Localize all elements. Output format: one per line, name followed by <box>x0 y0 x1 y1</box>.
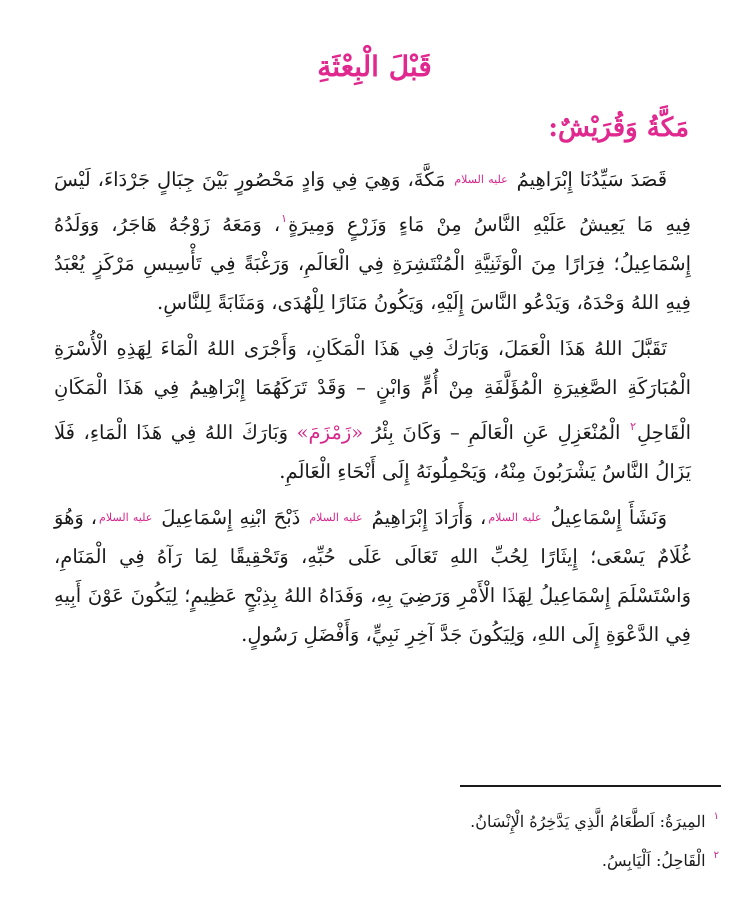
footnote-2 <box>319 839 719 878</box>
paragraph-text: ذَبْحَ ابْنِهِ إِسْمَاعِيلَ <box>161 506 301 529</box>
paragraph-text: مَكَّةَ، وَهِيَ فِي وَادٍ مَحْصُورٍ بَيْنَ جِبَالٍ جَرْدَاءَ، لَيْسَ فِيهِ مَا يَعِيشُ عَلَيْهِ النَّاسُ مِنْ مَاءٍ وَزَرْعٍ وَمِيرَةٍ <box>54 168 691 236</box>
footnotes <box>319 800 719 878</box>
honorific-mark: عليه السلام <box>454 173 508 186</box>
honorific-mark: عليه السلام <box>99 511 153 524</box>
footnote-text: المِيرَةُ: اَلطَّعَامُ الَّذِي يَدَّخِرُهُ الْإِنْسَانُ. <box>470 812 706 831</box>
footnote-number: ١ <box>713 811 719 822</box>
paragraph-3 <box>54 498 691 654</box>
footnote-1 <box>319 800 719 839</box>
paragraph-text: ، وَهُوَ غُلَامٌ يَسْعَى؛ إِيثَارًا لِحُبِّ اللهِ تَعَالَى عَلَى حُبِّهِ، وَتَحْقِيقًا لِمَا رَآهُ فِي الْمَنَامِ، وَاسْتَسْلَمَ إِسْمَاعِيلُ لِهَذَا الْأَمْرِ وَرَضِيَ بِهِ، وَفَدَاهُ اللهُ بِذِبْحٍ عَظِيمٍ؛ لِيَكُونَ عَوْنَ أَبِيهِ فِي الدَّعْوَةِ إِلَى اللهِ، وَلِيَكُونَ جَدَّ آخِرِ نَبِيٍّ، وَأَفْضَلِ رَسُولٍ. <box>54 506 691 646</box>
paragraph-text: تَقَبَّلَ اللهُ هَذَا الْعَمَلَ، وَبَارَكَ فِي هَذَا الْمَكَانِ، وَأَجْرَى اللهُ الْمَاءَ لِهَذِهِ الْأُسْرَةِ الْمُبَارَكَةِ الصَّغِيرَةِ الْمُؤَلَّفَةِ مِنْ أُمٍّ وَابْنٍ – وَقَدْ تَرَكَهُمَا إِبْرَاهِيمُ فِي هَذَا الْمَكَانِ الْقَاحِلِ <box>54 337 691 444</box>
honorific-mark: عليه السلام <box>488 511 542 524</box>
footnote-ref-1[interactable]: ١ <box>281 212 288 225</box>
footnote-number: ٢ <box>713 850 719 861</box>
paragraph-2 <box>54 329 691 491</box>
footnote-ref-2[interactable]: ٢ <box>630 420 636 433</box>
paragraph-text: ، وَمَعَهُ زَوْجُهُ هَاجَرُ، وَوَلَدُهُ إِسْمَاعِيلُ؛ فِرَارًا مِنَ الْوَثَنِيَّةِ الْمُنْتَشِرَةِ فِي الْعَالَمِ، وَرَغْبَةً فِي تَأْسِيسِ مَرْكَزٍ يُعْبَدُ فِيهِ اللهُ وَحْدَهُ، وَيَدْعُو النَّاسَ إِلَيْهِ، وَيَكُونُ مَنَارًا لِلْهُدَى، وَمَثَابَةً لِلنَّاسِ. <box>54 213 691 314</box>
footnote-divider <box>460 785 721 787</box>
honorific-mark: عليه السلام <box>309 511 363 524</box>
paragraph-text: الْمُنْعَزِلِ عَنِ الْعَالَمِ – وَكَانَ بِئْرُ <box>371 421 621 444</box>
paragraph-1 <box>54 160 691 322</box>
section-heading: مَكَّةُ وَقُرَيْشٌ: <box>548 113 689 143</box>
paragraph-text: وَبَارَكَ اللهُ فِي هَذَا الْمَاءِ، فَلَا يَزَالُ النَّاسُ يَشْرَبُونَ مِنْهُ، وَيَحْمِلُونَهُ إِلَى أَنْحَاءِ الْعَالَمِ. <box>54 421 691 483</box>
quoted-name: «زَمْزَمَ» <box>296 421 364 444</box>
body-text <box>54 160 691 661</box>
paragraph-text: ، وَأَرَادَ إِبْرَاهِيمُ <box>371 506 487 529</box>
page-title: قَبْلَ الْبِعْثَةِ <box>317 50 432 83</box>
paragraph-text: قَصَدَ سَيِّدُنَا إِبْرَاهِيمُ <box>516 168 668 191</box>
paragraph-text: وَنَشَأَ إِسْمَاعِيلُ <box>550 506 667 529</box>
footnote-text: الْقَاحِلُ: اَلْيَابِسُ. <box>601 851 706 870</box>
